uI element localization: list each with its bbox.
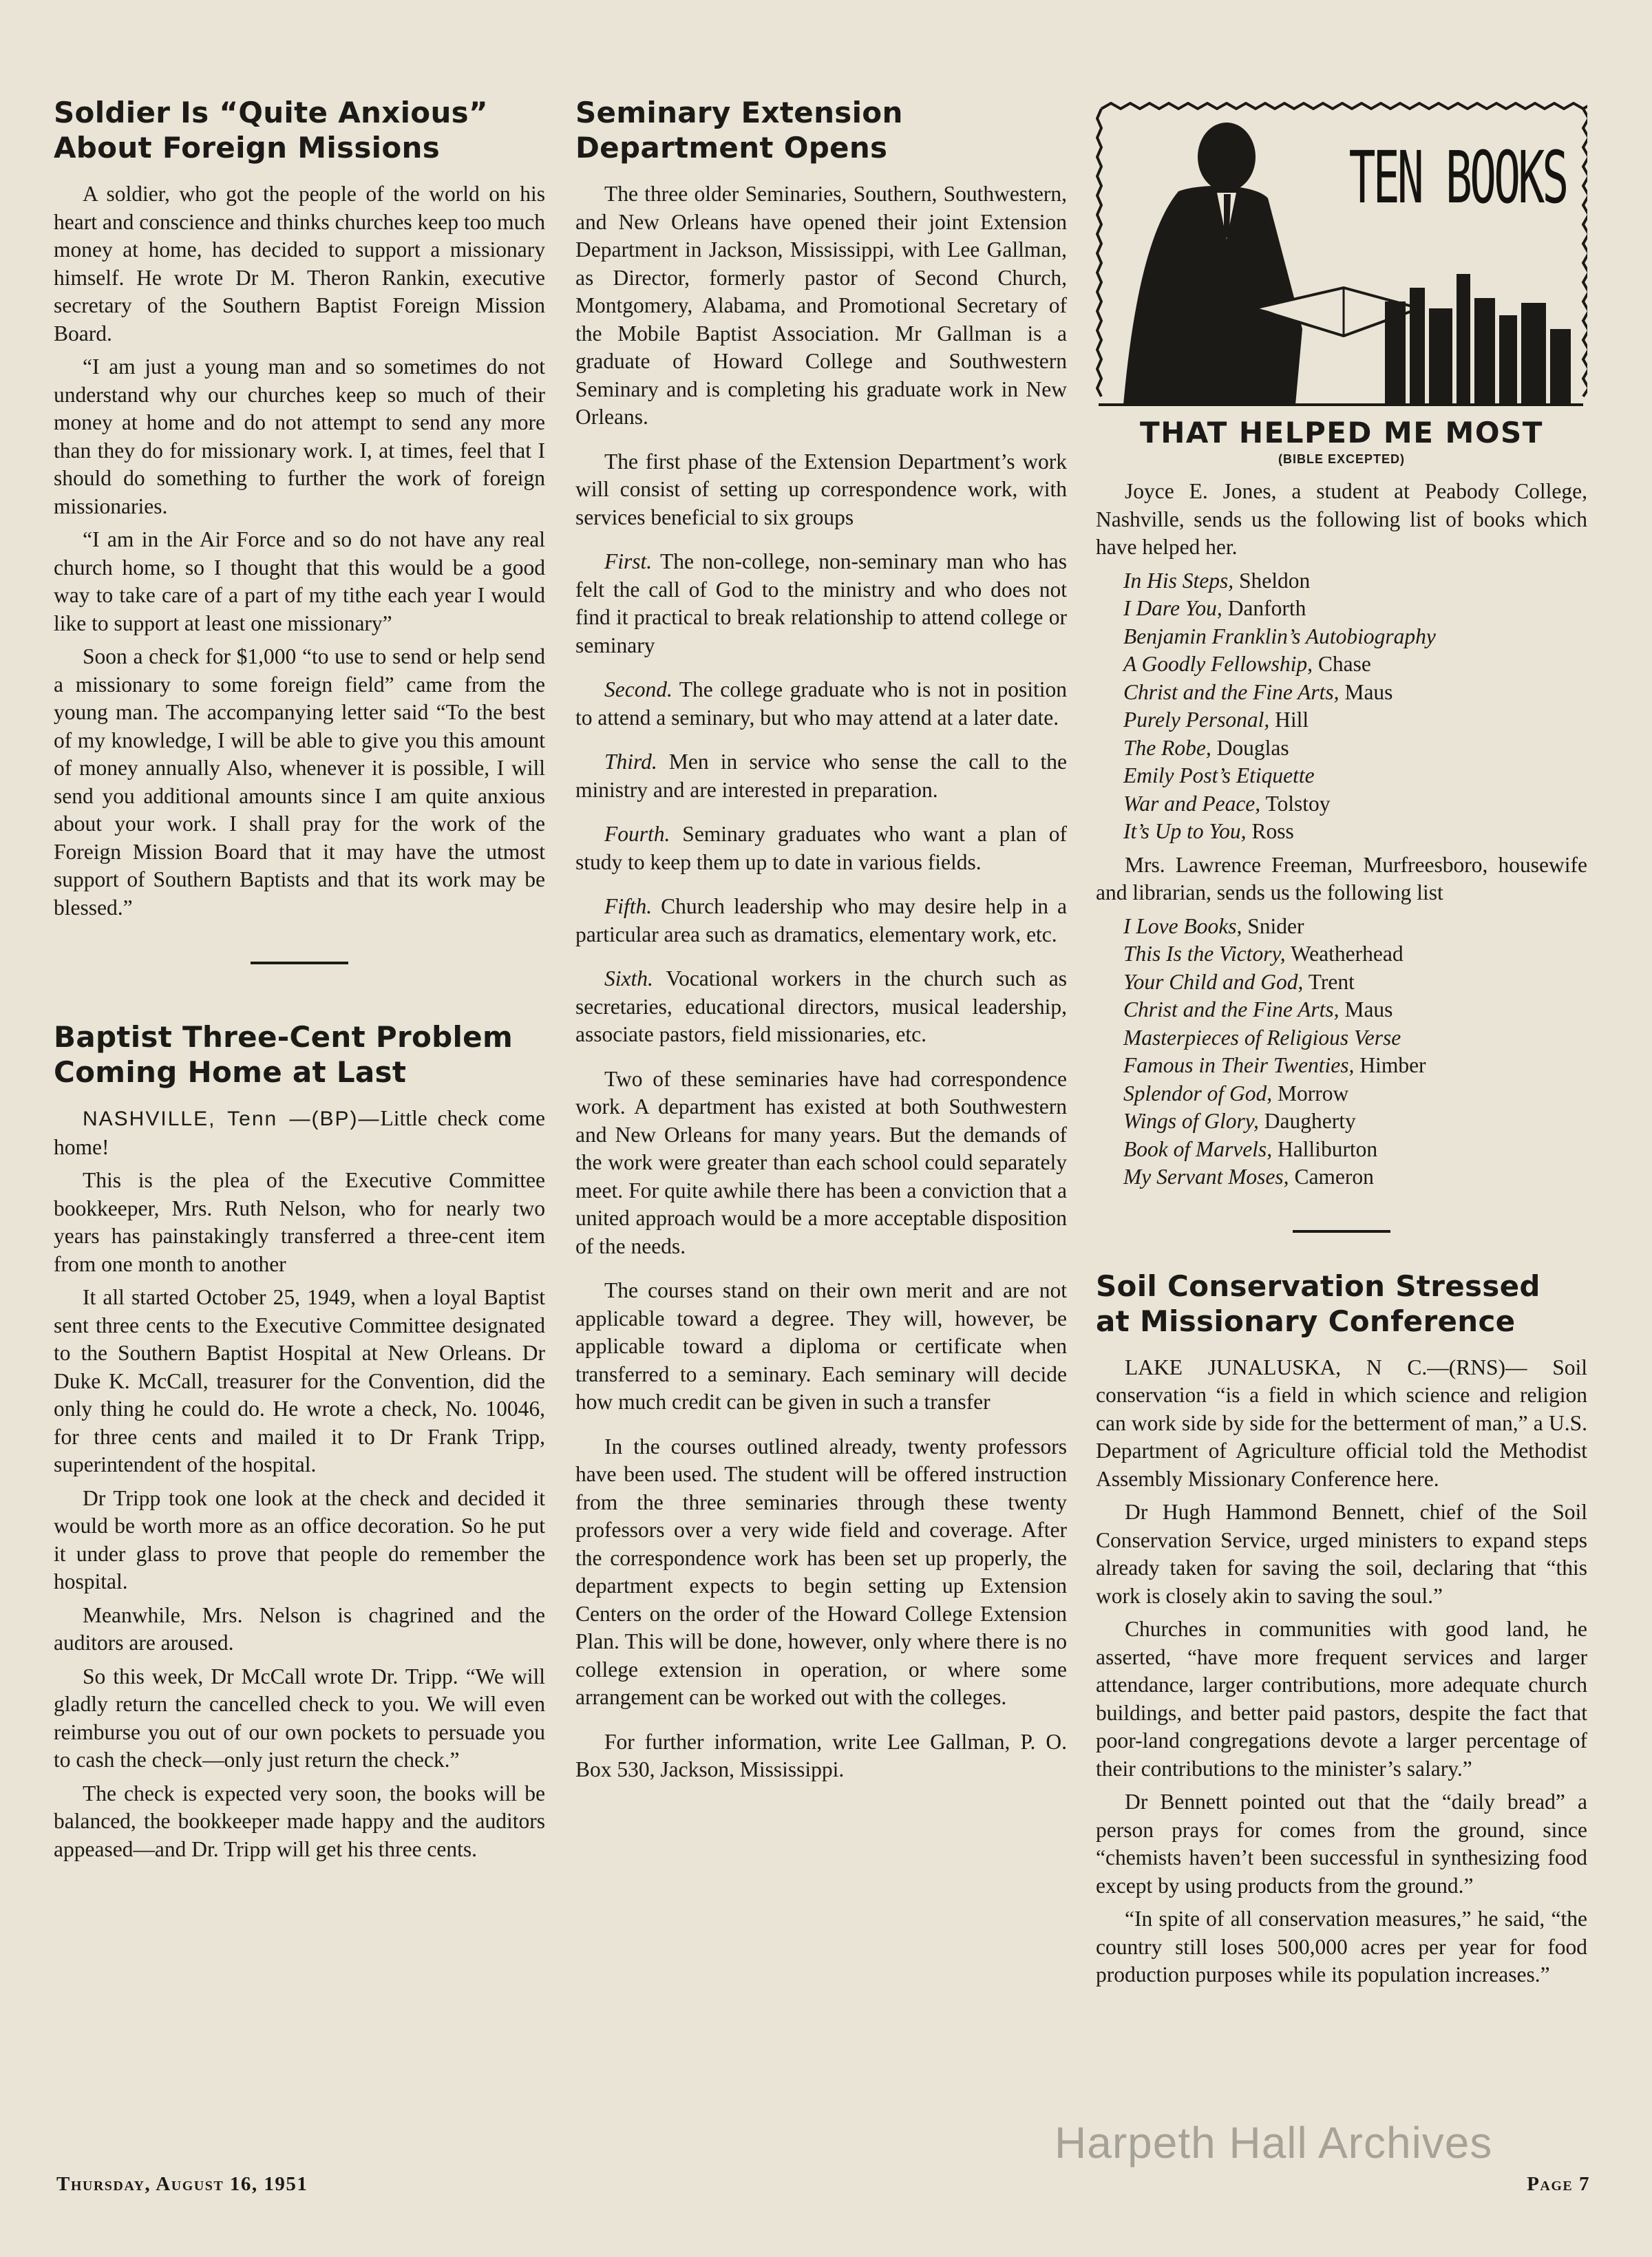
book-list-item	[1096, 1024, 1587, 1052]
threecent-lead-text: Little check come home!	[54, 1106, 546, 1159]
book-author: Sheldon	[1233, 568, 1311, 593]
threecent-paragraph: Meanwhile, Mrs. Nelson is chagrined and the auditors are aroused.	[54, 1602, 545, 1655]
issue-date: Thursday, August 16, 1951	[56, 2173, 308, 2195]
seminary-group	[575, 548, 1067, 659]
threecent-paragraph	[54, 1105, 545, 1161]
book-list-item	[1096, 1163, 1587, 1191]
seminary-paragraph: In the courses outlined already, twenty professors have been used. The student will be offered instruction from the three seminaries through these twenty professors over a very wide field and coverage. After the correspondence work has been set up properly, the department expects to begin setting up Extension Centers on the order of the Howard College Extension Plan. This will be done, however, only where there is no college extension in operation, or where some arrangement can be worked out with the colleges.	[575, 1434, 1067, 1709]
seminary-group	[575, 820, 1067, 876]
ten-books-intro: Joyce E. Jones, a student at Peabody College, Nashville, sends us the following list of books which have helped her.	[1096, 479, 1587, 559]
threecent-headline-line1: Baptist Three-Cent Problem	[54, 1020, 513, 1054]
ten-books-intro: Mrs. Lawrence Freeman, Murfreesboro, housewife and librarian, sends us the following list	[1096, 852, 1587, 904]
book-title: This Is the Victory,	[1123, 942, 1286, 966]
book-title: In His Steps,	[1123, 568, 1234, 593]
book-title: A Goodly Fellowship,	[1123, 652, 1313, 676]
book-list-item	[1096, 940, 1587, 968]
threecent-paragraph: Dr Tripp took one look at the check and decided it would be worth more as an office decoration. So he put it under glass to prove that people do remember the hospital.	[54, 1485, 545, 1593]
threecent-paragraph: So this week, Dr McCall wrote Dr. Tripp. “We will gladly return the cancelled check to you. We will even reimburse you out of our own pockets to persuade you to cash the check—only just return the check.”	[54, 1664, 545, 1772]
book-title: It’s Up to You,	[1123, 819, 1247, 843]
column-middle	[575, 95, 1067, 1790]
book-author: Maus	[1339, 679, 1393, 704]
soil-paragraph: Churches in communities with good land, he asserted, “have more frequent services and larger attendance, larger contributions, more adequate church buildings, and better paid pastors, despite the fact that poor-land congregations devote a larger percentage of their contributions to the minister’s salary.”	[1096, 1617, 1587, 1781]
book-list-item	[1096, 595, 1587, 623]
dateline: LAKE JUNALUSKA, N C.—(RNS)—	[1125, 1355, 1527, 1379]
soil-headline-line1: Soil Conservation Stressed	[1096, 1269, 1540, 1303]
book-author: Tolstoy	[1260, 791, 1331, 816]
column-right	[1096, 95, 1587, 1995]
book-title: I Love Books,	[1123, 913, 1242, 938]
book-author: Ross	[1246, 819, 1294, 843]
seminary-headline-line2: Department Opens	[575, 131, 888, 165]
book-list-jones	[1096, 567, 1587, 846]
book-author: Douglas	[1211, 735, 1289, 760]
book-list-item	[1096, 996, 1587, 1024]
book-list-item	[1096, 679, 1587, 707]
book-author: Daugherty	[1258, 1109, 1356, 1133]
book-author: Trent	[1303, 969, 1355, 994]
threecent-headline	[54, 1019, 545, 1090]
seminary-headline-line1: Seminary Extension	[575, 96, 903, 129]
book-author: Weatherhead	[1285, 942, 1404, 966]
book-author: Snider	[1242, 913, 1304, 938]
seminary-group	[575, 676, 1067, 732]
book-list-item	[1096, 734, 1587, 763]
seminary-group	[575, 893, 1067, 949]
book-list-item	[1096, 1136, 1587, 1164]
ten-books-note: (BIBLE EXCEPTED)	[1278, 452, 1405, 466]
soldier-headline	[54, 95, 545, 165]
book-author: Chase	[1313, 652, 1371, 676]
group-label: Third.	[604, 750, 657, 774]
book-list-item	[1096, 1108, 1587, 1136]
archive-watermark: Harpeth Hall Archives	[1055, 2118, 1493, 2168]
book-title: Splendor of God,	[1123, 1081, 1273, 1105]
threecent-paragraph: This is the plea of the Executive Committee bookkeeper, Mrs. Ruth Nelson, who for nearly two years has painstakingly transferred a three-cent item from one month to another	[54, 1168, 545, 1276]
book-author: Morrow	[1272, 1081, 1349, 1105]
group-label: Second.	[604, 677, 673, 701]
dateline: NASHVILLE, Tenn —(BP)—	[83, 1108, 381, 1130]
group-text: Church leadership who may desire help in a particular area such as dramatics, elementary work, etc.	[575, 894, 1068, 946]
book-author: Halliburton	[1272, 1136, 1378, 1161]
group-text: The college graduate who is not in position to attend a seminary, but who may attend at a later date.	[575, 677, 1067, 730]
soil-headline	[1096, 1269, 1587, 1339]
threecent-paragraph: It all started October 25, 1949, when a loyal Baptist sent three cents to the Executive Committee designated to the Southern Baptist Hospital at New Orleans. Dr Duke K. McCall, treasurer for the Convention, did the only thing he could do. He wrote a check, No. 10046, for three cents and mailed it to Dr Frank Tripp, superintendent of the hospital.	[54, 1285, 545, 1476]
ten-books-subtitle: THAT HELPED ME MOST	[1140, 416, 1543, 449]
book-list-item	[1096, 762, 1587, 790]
book-list-freeman	[1096, 913, 1587, 1191]
book-list-item	[1096, 567, 1587, 595]
column-left	[54, 95, 545, 1869]
group-text: Vocational workers in the church such as secretaries, educational directors, musical leadership, associate pastors, field missionaries, etc.	[575, 966, 1067, 1046]
book-list-item	[1096, 1080, 1587, 1108]
soldier-paragraph: Soon a check for $1,000 “to use to send or help send a missionary to some foreign field” came from the young man. The accompanying letter said “To the best of my knowledge, I will be able to give you this amount of money annually Also, whenever it is possible, I will send you additional amounts since I am quite anxious about your work. I shall pray for the work of the Foreign Mission Board that it may have the utmost support of Southern Baptists and that its work may be blessed.”	[54, 644, 545, 920]
book-title: Benjamin Franklin’s Autobiography	[1123, 624, 1436, 648]
book-list-item	[1096, 913, 1587, 941]
book-list-item	[1096, 1052, 1587, 1080]
book-title: Christ and the Fine Arts,	[1123, 679, 1339, 704]
group-label: Fourth.	[604, 822, 670, 846]
seminary-paragraph: The three older Seminaries, Southern, Southwestern, and New Orleans have opened their joint Extension Department in Jackson, Mississippi, with Lee Gallman, as Director, formerly pastor of Second Church, Montgomery, Alabama, and Promotional Secretary of the Mobile Baptist Association. Mr Gallman is a graduate of Howard College and Southwestern Seminary and is completing his graduate work in New Orleans.	[575, 182, 1067, 429]
book-title: Emily Post’s Etiquette	[1123, 763, 1315, 787]
group-text: The non-college, non-seminary man who has felt the call of God to the ministry and who does not find it practical to break relationship to attend college or seminary	[575, 549, 1067, 657]
book-author: Danforth	[1222, 596, 1306, 620]
soldier-headline-line2: About Foreign Missions	[54, 131, 440, 165]
book-list-item	[1096, 968, 1587, 997]
group-text: Men in service who sense the call to the ministry and are interested in preparation.	[575, 750, 1067, 802]
book-title: The Robe,	[1123, 735, 1211, 760]
ten-books-illustration	[1096, 102, 1587, 413]
soil-lead-text: Soil conservation “is a field in which science and religion can work side by side for the betterment of man,” a U.S. Department of Agriculture official told the Methodist Assembly Missionary Conference here.	[1096, 1355, 1587, 1491]
ten-books-banner: TEN BOOKS	[1349, 136, 1567, 220]
soil-headline-line2: at Missionary Conference	[1096, 1304, 1516, 1338]
soil-paragraph	[1096, 1354, 1587, 1494]
seminary-paragraph: Two of these seminaries have had correspondence work. A department has existed at both Southwestern and New Orleans for many years. But the demands of the work were greater than each school could separately meet. For quite awhile there has been a conviction that a united approach would be a more acceptable disposition of the needs.	[575, 1066, 1067, 1258]
seminary-group	[575, 748, 1067, 804]
book-title: Masterpieces of Religious Verse	[1123, 1025, 1401, 1050]
group-text: Seminary graduates who want a plan of study to keep them up to date in various fields.	[575, 822, 1068, 874]
soldier-paragraph: “I am just a young man and so sometimes do not understand why our churches keep so much of their money at home and do not attempt to send any more than they do for missionary work. I, at times, feel that I should do something to further the work of foreign missionaries.	[54, 354, 545, 518]
book-title: Your Child and God,	[1123, 969, 1304, 994]
book-title: Book of Marvels,	[1123, 1136, 1273, 1161]
soldier-paragraph: “I am in the Air Force and so do not have any real church home, so I thought that this would be a good way to take care of a part of my tithe each year I would like to support at least one missionary”	[54, 527, 545, 635]
book-author: Hill	[1269, 708, 1309, 732]
soldier-paragraph: A soldier, who got the people of the world on his heart and conscience and thinks churches keep too much money at home, has decided to support a missionary himself. He wrote Dr M. Theron Rankin, executive secretary of the Southern Baptist Foreign Mission Board.	[54, 182, 545, 346]
section-divider	[1293, 1230, 1390, 1233]
group-label: Sixth.	[604, 966, 653, 990]
book-title: I Dare You,	[1123, 596, 1222, 620]
book-list-item	[1096, 623, 1587, 651]
book-author: Maus	[1339, 997, 1393, 1021]
book-list-item	[1096, 706, 1587, 734]
seminary-headline	[575, 95, 1067, 165]
seminary-paragraph: The courses stand on their own merit and are not applicable toward a degree. They will, however, be applicable toward a diploma or certificate when transferred to a seminary. Each seminary will decide how much credit can be given in such a transfer	[575, 1278, 1067, 1414]
seminary-group	[575, 965, 1067, 1049]
threecent-paragraph: The check is expected very soon, the books will be balanced, the bookkeeper made happy and the auditors appeased—and Dr. Tripp will get his three cents.	[54, 1781, 545, 1861]
book-author: Himber	[1354, 1053, 1426, 1077]
book-list-item	[1096, 818, 1587, 846]
seminary-paragraph: The first phase of the Extension Department’s work will consist of setting up correspondence work, with services beneficial to six groups	[575, 449, 1067, 529]
book-title: Purely Personal,	[1123, 708, 1270, 732]
book-title: Wings of Glory,	[1123, 1109, 1259, 1133]
book-title: Christ and the Fine Arts,	[1123, 997, 1339, 1021]
soil-paragraph: Dr Hugh Hammond Bennett, chief of the Soil Conservation Service, urged ministers to expand steps already taken for saving the soil, declaring that “this work is closely akin to saving the soul.”	[1096, 1500, 1587, 1608]
group-label: Fifth.	[604, 894, 653, 918]
book-title: War and Peace,	[1123, 791, 1261, 816]
seminary-contact: For further information, write Lee Gallman, P. O. Box 530, Jackson, Mississippi.	[575, 1729, 1067, 1781]
soil-paragraph: “In spite of all conservation measures,” he said, “the country still loses 500,000 acres per year for food production purposes while its population increases.”	[1096, 1907, 1587, 1986]
page-number: Page 7	[1527, 2173, 1590, 2195]
section-divider	[251, 962, 348, 964]
book-author: Cameron	[1289, 1165, 1374, 1189]
group-label: First.	[604, 549, 653, 573]
soldier-headline-line1: Soldier Is “Quite Anxious”	[54, 96, 488, 129]
book-title: My Servant Moses,	[1123, 1165, 1289, 1189]
book-title: Famous in Their Twenties,	[1123, 1053, 1355, 1077]
book-list-item	[1096, 790, 1587, 818]
threecent-headline-line2: Coming Home at Last	[54, 1055, 407, 1089]
book-list-item	[1096, 650, 1587, 679]
soil-paragraph: Dr Bennett pointed out that the “daily bread” a person prays for comes from the ground, since “chemists haven’t been successful in synthesizing food except by using products from the ground.”	[1096, 1790, 1587, 1898]
